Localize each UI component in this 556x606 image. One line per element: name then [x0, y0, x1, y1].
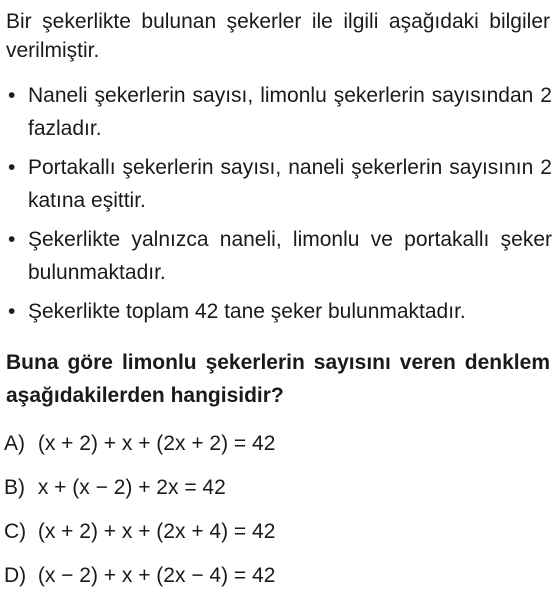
option-c[interactable] — [4, 518, 544, 562]
info-item-text: Şekerlikte toplam 42 tane şeker bulunmaktadır. — [28, 300, 466, 323]
option-equation: (x + 2) + x + (2x + 2) = 42 — [37, 432, 276, 455]
option-equation: (x − 2) + x + (2x − 4) = 42 — [37, 564, 276, 587]
info-item-text: Naneli şekerlerin sayısı, limonlu şekerlerin sayısından 2 fazladır. — [28, 84, 552, 140]
bullet-icon: • — [8, 228, 16, 251]
option-letter: D) — [4, 564, 27, 587]
question-text: Buna göre limonlu şekerlerin sayısını veren denklem aşağıdakilerden hangisidir? — [6, 351, 550, 407]
option-equation: (x + 2) + x + (2x + 4) = 42 — [37, 520, 276, 543]
answer-options — [4, 430, 544, 606]
option-d[interactable] — [4, 562, 544, 606]
option-b[interactable] — [4, 474, 544, 518]
info-list — [6, 79, 552, 334]
option-letter: A) — [4, 432, 25, 455]
bullet-icon: • — [8, 300, 16, 323]
option-letter: B) — [4, 476, 25, 499]
info-item-text: Portakallı şekerlerin sayısı, naneli şekerlerin sayısının 2 katına eşittir. — [28, 156, 552, 212]
option-letter: C) — [4, 520, 27, 543]
info-item — [6, 295, 552, 328]
option-a[interactable] — [4, 430, 544, 474]
intro-text: Bir şekerlikte bulunan şekerler ile ilgili aşağıdaki bilgiler verilmiştir. — [6, 10, 550, 62]
option-equation: x + (x − 2) + 2x = 42 — [37, 476, 226, 499]
bullet-icon: • — [8, 156, 16, 179]
info-item — [6, 151, 552, 217]
info-item — [6, 79, 552, 145]
bullet-icon: • — [8, 84, 16, 107]
info-item — [6, 223, 552, 289]
info-item-text: Şekerlikte yalnızca naneli, limonlu ve portakallı şeker bulunmaktadır. — [28, 228, 552, 284]
